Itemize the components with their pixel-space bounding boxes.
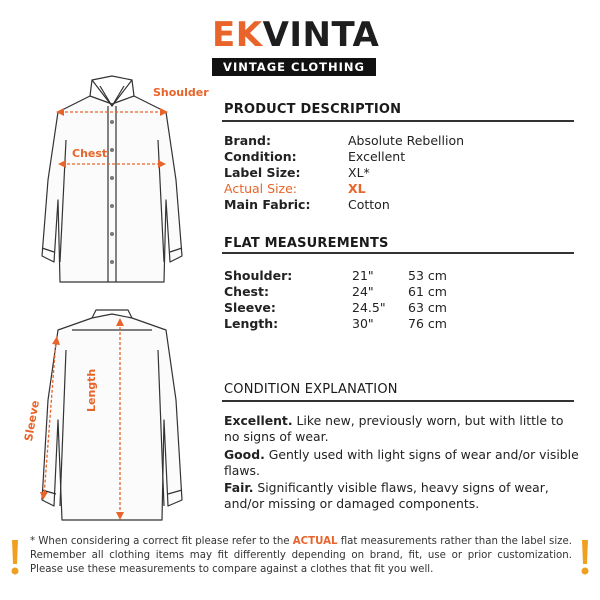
brand-logo	[212, 15, 380, 76]
exclamation-icon	[10, 540, 20, 576]
footnote-highlight: ACTUAL	[292, 536, 338, 547]
condition-excellent	[224, 413, 579, 445]
condition-term: Fair.	[224, 480, 254, 495]
desc-row-brand	[224, 133, 574, 149]
logo-ek: EK	[212, 15, 263, 55]
meas-row-shoulder	[224, 268, 574, 284]
meas-inches: 24.5"	[352, 300, 386, 315]
desc-label: Actual Size:	[224, 181, 298, 196]
flat-measurements-divider	[222, 252, 574, 254]
desc-label: Brand:	[224, 133, 271, 148]
meas-label: Chest:	[224, 284, 269, 299]
meas-row-sleeve	[224, 300, 574, 316]
label-shoulder: Shoulder	[153, 86, 209, 99]
condition-explanation-title: CONDITION EXPLANATION	[224, 382, 398, 397]
desc-row-label-size	[224, 165, 574, 181]
condition-term: Good.	[224, 447, 265, 462]
meas-inches: 24"	[352, 284, 374, 299]
condition-text: Gently used with light signs of wear and/or visible flaws.	[224, 447, 579, 478]
desc-value: XL*	[348, 165, 370, 180]
meas-row-chest	[224, 284, 574, 300]
flat-measurements-title: FLAT MEASUREMENTS	[224, 236, 389, 251]
fit-footnote	[30, 535, 572, 577]
desc-label: Main Fabric:	[224, 197, 311, 212]
condition-good	[224, 447, 579, 479]
logo-vinta: VINTA	[262, 15, 380, 55]
desc-value: Absolute Rebellion	[348, 133, 465, 148]
meas-cm: 61 cm	[408, 284, 447, 299]
desc-value: XL	[348, 181, 366, 196]
meas-cm: 63 cm	[408, 300, 447, 315]
product-description-title: PRODUCT DESCRIPTION	[224, 102, 402, 117]
desc-row-main-fabric	[224, 197, 574, 213]
desc-value: Cotton	[348, 197, 390, 212]
desc-label: Condition:	[224, 149, 297, 164]
desc-row-actual-size	[224, 181, 574, 197]
product-description-divider	[222, 120, 574, 122]
meas-label: Length:	[224, 316, 279, 331]
meas-inches: 21"	[352, 268, 374, 283]
meas-row-length	[224, 316, 574, 332]
condition-term: Excellent.	[224, 413, 293, 428]
logo-tagline: VINTAGE CLOTHING	[212, 58, 376, 76]
condition-explanation-divider	[222, 400, 574, 402]
footnote-text-after: flat measurements rather than the label size. Remember all clothing items may fit differently depending on brand, fit, use or prior customization. Please use these measurements to compare against a clothes that fit you well.	[30, 536, 573, 575]
desc-row-condition	[224, 149, 574, 165]
label-length: Length	[85, 368, 98, 412]
exclamation-icon	[580, 540, 590, 576]
condition-fair	[224, 480, 579, 512]
label-sleeve: Sleeve	[22, 399, 42, 443]
condition-text: Significantly visible flaws, heavy signs of wear, and/or missing or damaged components.	[224, 480, 549, 511]
meas-inches: 30"	[352, 316, 374, 331]
label-chest: Chest	[72, 147, 108, 160]
desc-label: Label Size:	[224, 165, 301, 180]
meas-label: Sleeve:	[224, 300, 276, 315]
condition-text: Like new, previously worn, but with little to no signs of wear.	[224, 413, 564, 444]
meas-label: Shoulder:	[224, 268, 293, 283]
desc-value: Excellent	[348, 149, 406, 164]
footnote-text-before: * When considering a correct fit please refer to the	[30, 536, 293, 547]
meas-cm: 53 cm	[408, 268, 447, 283]
logo-wordmark	[212, 15, 380, 55]
meas-cm: 76 cm	[408, 316, 447, 331]
